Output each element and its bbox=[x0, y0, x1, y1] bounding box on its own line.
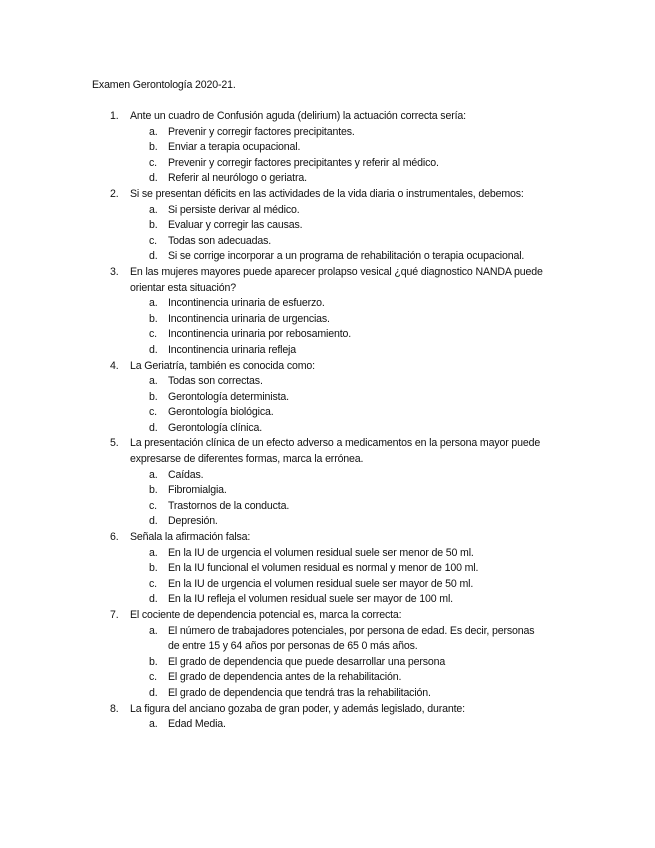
option-text: Evaluar y corregir las causas. bbox=[168, 219, 303, 232]
question-text: El cociente de dependencia potencial es, marca la correcta: bbox=[130, 609, 402, 621]
option-letter: c. bbox=[149, 671, 157, 684]
question-number: 6. bbox=[110, 531, 119, 544]
option-6b bbox=[130, 561, 545, 577]
option-list bbox=[130, 546, 545, 608]
option-text: En la IU de urgencia el volumen residual suele ser mayor de 50 ml. bbox=[168, 577, 474, 590]
option-text: El grado de dependencia que puede desarrollar una persona bbox=[168, 655, 446, 668]
option-1b bbox=[130, 140, 545, 156]
question-number: 1. bbox=[110, 110, 119, 122]
option-letter: d. bbox=[149, 593, 158, 606]
question-1 bbox=[0, 109, 655, 187]
option-list bbox=[130, 717, 545, 733]
option-letter: a. bbox=[149, 375, 158, 388]
option-4b bbox=[130, 390, 545, 406]
option-letter: c. bbox=[149, 234, 157, 247]
option-text: En la IU funcional el volumen residual es normal y menor de 100 ml. bbox=[168, 562, 479, 575]
option-letter: a. bbox=[149, 468, 158, 481]
option-6a bbox=[130, 546, 545, 562]
option-list bbox=[130, 374, 545, 436]
question-number: 7. bbox=[110, 609, 119, 621]
option-text: El grado de dependencia que tendrá tras la rehabilitación. bbox=[168, 686, 431, 699]
option-list bbox=[130, 468, 545, 530]
question-text: La figura del anciano gozaba de gran poder, y además legislado, durante: bbox=[130, 702, 465, 715]
option-letter: b. bbox=[149, 141, 158, 154]
question-3 bbox=[0, 265, 655, 359]
option-letter: b. bbox=[149, 312, 158, 325]
option-1d bbox=[130, 171, 545, 187]
question-number: 3. bbox=[110, 265, 119, 278]
option-letter: d. bbox=[149, 421, 158, 434]
document-title: Examen Gerontología 2020-21. bbox=[92, 79, 236, 91]
option-text: Incontinencia urinaria de esfuerzo. bbox=[168, 297, 325, 310]
option-list bbox=[130, 125, 545, 187]
option-letter: b. bbox=[149, 655, 158, 668]
option-8a bbox=[130, 717, 545, 733]
option-4d bbox=[130, 421, 545, 437]
option-letter: c. bbox=[149, 156, 157, 169]
option-letter: c. bbox=[149, 499, 157, 512]
option-text: Incontinencia urinaria por rebosamiento. bbox=[168, 328, 352, 341]
option-text: En la IU refleja el volumen residual suele ser mayor de 100 ml. bbox=[168, 593, 453, 606]
option-letter: b. bbox=[149, 562, 158, 575]
option-3b bbox=[130, 312, 545, 328]
option-letter: a. bbox=[149, 125, 158, 138]
option-4a bbox=[130, 374, 545, 390]
option-3d bbox=[130, 343, 545, 359]
question-4 bbox=[0, 359, 655, 437]
option-letter: c. bbox=[149, 406, 157, 419]
option-list bbox=[130, 203, 545, 265]
question-text: La Geriatría, también es conocida como: bbox=[130, 359, 315, 372]
option-text: Fibromialgia. bbox=[168, 484, 227, 497]
question-number: 2. bbox=[110, 187, 119, 200]
question-7 bbox=[0, 608, 655, 702]
option-text: Trastornos de la conducta. bbox=[168, 499, 290, 512]
option-letter: d. bbox=[149, 343, 158, 356]
option-text: Gerontología clínica. bbox=[168, 421, 263, 434]
option-text: Edad Media. bbox=[168, 718, 226, 731]
option-7d bbox=[130, 686, 545, 702]
option-5b bbox=[130, 483, 545, 499]
question-text: Ante un cuadro de Confusión aguda (delirium) la actuación correcta sería: bbox=[130, 110, 466, 122]
option-5d bbox=[130, 514, 545, 530]
option-2c bbox=[130, 234, 545, 250]
option-7c bbox=[130, 670, 545, 686]
question-number: 5. bbox=[110, 437, 119, 450]
option-text: Todas son correctas. bbox=[168, 375, 263, 388]
option-text: Prevenir y corregir factores precipitantes. bbox=[168, 125, 355, 138]
option-letter: a. bbox=[149, 203, 158, 216]
option-2b bbox=[130, 218, 545, 234]
option-letter: a. bbox=[149, 297, 158, 310]
option-3a bbox=[130, 296, 545, 312]
question-list bbox=[0, 109, 655, 733]
question-8 bbox=[0, 702, 655, 733]
option-text: Incontinencia urinaria de urgencias. bbox=[168, 312, 330, 325]
option-text: Si persiste derivar al médico. bbox=[168, 203, 300, 216]
option-text: Gerontología biológica. bbox=[168, 406, 274, 419]
option-4c bbox=[130, 405, 545, 421]
option-7a bbox=[130, 624, 545, 655]
option-letter: a. bbox=[149, 718, 158, 731]
option-5c bbox=[130, 499, 545, 515]
option-letter: d. bbox=[149, 515, 158, 528]
question-6 bbox=[0, 530, 655, 608]
option-letter: c. bbox=[149, 577, 157, 590]
option-text: El grado de dependencia antes de la rehabilitación. bbox=[168, 671, 402, 684]
option-letter: c. bbox=[149, 328, 157, 341]
option-text: El número de trabajadores potenciales, por persona de edad. Es decir, personas de entre 15 y 64 años por personas de 65 0 más años. bbox=[168, 624, 535, 653]
option-letter: d. bbox=[149, 172, 158, 185]
option-letter: a. bbox=[149, 546, 158, 559]
option-letter: a. bbox=[149, 624, 158, 637]
question-5 bbox=[0, 436, 655, 530]
option-letter: d. bbox=[149, 250, 158, 263]
option-text: Gerontología determinista. bbox=[168, 390, 289, 403]
option-6d bbox=[130, 592, 545, 608]
option-text: Enviar a terapia ocupacional. bbox=[168, 141, 301, 154]
option-letter: b. bbox=[149, 484, 158, 497]
option-list bbox=[130, 624, 545, 702]
question-number: 4. bbox=[110, 359, 119, 372]
option-text: Prevenir y corregir factores precipitantes y referir al médico. bbox=[168, 156, 439, 169]
question-number: 8. bbox=[110, 702, 119, 715]
question-text: Si se presentan déficits en las actividades de la vida diaria o instrumentales, debemos: bbox=[130, 187, 524, 200]
question-text: En las mujeres mayores puede aparecer prolapso vesical ¿qué diagnostico NANDA puede orientar esta situación? bbox=[130, 265, 543, 294]
option-text: Caídas. bbox=[168, 468, 204, 481]
option-list bbox=[130, 296, 545, 358]
option-text: Incontinencia urinaria refleja bbox=[168, 343, 296, 356]
option-1a bbox=[130, 125, 545, 141]
option-2d bbox=[130, 249, 545, 265]
option-text: En la IU de urgencia el volumen residual suele ser menor de 50 ml. bbox=[168, 546, 474, 559]
option-3c bbox=[130, 327, 545, 343]
question-text: La presentación clínica de un efecto adverso a medicamentos en la persona mayor puede expresarse de diferentes formas, marca la errónea. bbox=[130, 437, 541, 466]
option-text: Depresión. bbox=[168, 515, 218, 528]
option-letter: d. bbox=[149, 686, 158, 699]
option-letter: b. bbox=[149, 390, 158, 403]
option-text: Todas son adecuadas. bbox=[168, 234, 272, 247]
option-text: Referir al neurólogo o geriatra. bbox=[168, 172, 307, 185]
option-2a bbox=[130, 203, 545, 219]
option-7b bbox=[130, 655, 545, 671]
option-5a bbox=[130, 468, 545, 484]
option-text: Si se corrige incorporar a un programa de rehabilitación o terapia ocupacional. bbox=[168, 250, 525, 263]
option-1c bbox=[130, 156, 545, 172]
option-letter: b. bbox=[149, 219, 158, 232]
question-2 bbox=[0, 187, 655, 265]
question-text: Señala la afirmación falsa: bbox=[130, 531, 251, 544]
option-6c bbox=[130, 577, 545, 593]
